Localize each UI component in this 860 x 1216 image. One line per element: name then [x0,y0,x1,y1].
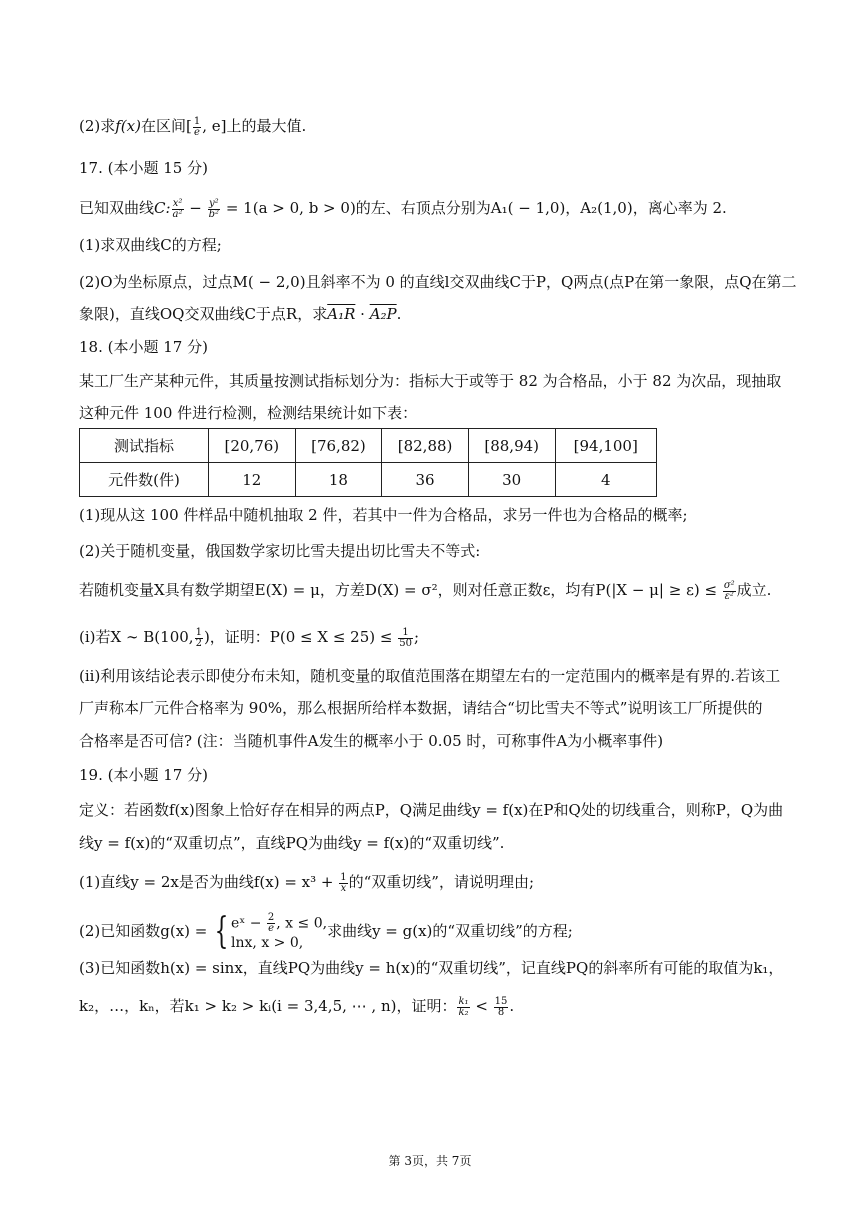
fraction [208,199,220,220]
text: k₂，…，kₙ，若k₁ > k₂ > kᵢ(i = 3,4,5, ⋯ , n)，证明： [79,997,457,1015]
text: (i)若X ∼ B(100, [79,628,194,646]
page-footer: 第 3页，共 7页 [388,1154,472,1168]
text: 成立. [736,581,772,599]
text: . [396,305,402,323]
q19-def-line2: 线y = f(x)的“双重切点”，直线PQ为曲线y = f(x)的“双重切线”. [79,834,505,852]
numerator: σ² [723,579,735,591]
q18-chebyshev [79,580,771,602]
q16-part2 [79,116,306,138]
denominator: 2 [195,637,202,649]
q19-part1 [79,872,534,894]
text: (2)求 [79,117,116,135]
q18-part-i [79,627,419,649]
table-cell: 测试指标 [80,429,209,463]
table-cell: [88,94) [468,429,555,463]
q19-part3-line2 [79,996,514,1018]
q18-part-ii-line3: 合格率是否可信? (注：当随机事件A发生的概率小于 0.05 时，可称事件A为小概率事件) [79,732,664,750]
q17-part1: (1)求双曲线C的方程; [79,236,222,254]
denominator: x [340,882,347,894]
q18-part-ii-line2: 厂声称本厂元件合格率为 90%，那么根据所给样本数据，请结合“切比雪夫不等式”说明该工厂所提供的 [79,699,763,717]
numerator: 1 [340,871,347,883]
text: eˣ − [231,915,266,931]
denominator: 50 [399,637,412,649]
math: C: [154,199,171,217]
q18-part-ii-line1: (ii)利用该结论表示即使分布未知，随机变量的取值范围落在期望左右的一定范围内的概率是有界的.若该工 [79,667,781,685]
q17-part2-line2 [79,304,401,324]
stats-table [79,428,657,497]
piecewise-cases [231,913,327,952]
numerator: x² [172,197,183,209]
table-cell: 12 [209,463,296,497]
denominator: ε² [724,590,734,602]
fraction [339,873,347,894]
q18-intro-line2: 这种元件 100 件进行检测，检测结果统计如下表： [79,404,418,422]
vector: A₂P [369,305,397,323]
fraction [195,628,203,649]
q19-def-line1: 定义：若函数f(x)图象上恰好存在相异的两点P，Q满足曲线y = f(x)在P和Q处的切线重合，则称P，Q为曲 [79,801,784,819]
table-cell: [20,76) [209,429,296,463]
numerator: 1 [398,628,413,639]
math: f(x) [115,117,141,135]
text: (1)直线y = 2x是否为曲线f(x) = x³ + [79,873,339,891]
q18-part1: (1)现从这 100 件样品中随机抽取 2 件，若其中一件为合格品，求另一件也为合格品的概率; [79,506,688,524]
text: (2)已知函数g(x) = [79,922,213,940]
text: = 1(a > 0, b > 0)的左、右顶点分别为A₁( − 1,0)，A₂(1,0)，离心率为 2. [221,199,727,217]
numerator: 1 [195,626,202,638]
text: , x ≤ 0, [276,915,328,931]
text: 已知双曲线 [79,199,155,217]
text: 的“双重切线”，请说明理由; [348,873,535,891]
fraction [193,117,201,138]
q19-heading: 19. (本小题 17 分) [79,766,208,784]
denominator: e [194,126,200,138]
text: · [355,305,370,323]
denominator: a² [172,208,183,220]
fraction [267,913,275,934]
denominator: k₂ [458,1006,469,1018]
table-cell: 36 [382,463,469,497]
q17-part2-line1: (2)O为坐标原点，过点M( − 2,0)且斜率不为 0 的直线l交双曲线C于P，Q两点(点P在第一象限，点Q在第二 [79,273,797,291]
table-cell: 元件数(件) [80,463,209,497]
text: . [509,997,515,1015]
numerator: 1 [193,115,201,127]
brace: { [214,911,229,952]
table-cell: 30 [468,463,555,497]
text: 在区间[ [140,117,192,135]
fraction [172,199,184,220]
table-cell: [76,82) [295,429,382,463]
vector: A₁R [327,305,356,323]
q18-intro-line1: 某工厂生产某种元件，其质量按测试指标划分为：指标大于或等于 82 为合格品，小于 82 为次品，现抽取 [79,372,782,390]
case-1 [231,913,327,934]
q18-heading: 18. (本小题 17 分) [79,338,208,356]
q17-stem: 已知双曲线C: $\frac{\text{x²}}{\text{a²}}$ − $\frac{\text{y²}}{\text{b²}}$ = 1(a > 0, b > 0)的左、右顶点分别为A₁( − 1,0)，A₂(1,0)，离心率为 2. [79,197,727,220]
text: 求曲线y = g(x)的“双重切线”的方程; [327,922,573,940]
text: , e]上的最大值. [202,117,307,135]
fraction [723,581,736,602]
q18-part2: (2)关于随机变量，俄国数学家切比雪夫提出切比雪夫不等式: [79,542,481,560]
text: < [470,997,493,1015]
case-2: lnx, x > 0, [231,934,304,951]
denominator: 8 [497,1006,505,1018]
table-cell: [94,100] [555,429,657,463]
table-cell: 18 [295,463,382,497]
text: ; [413,628,420,646]
numerator: y² [209,197,219,209]
numerator: 15 [494,995,508,1007]
q19-part3-line1: (3)已知函数h(x) = sinx，直线PQ为曲线y = h(x)的“双重切线”，记直线PQ的斜率所有可能的取值为k₁， [79,959,784,977]
fraction [398,628,413,649]
table-row [80,463,657,497]
table-cell: [82,88) [382,429,469,463]
numerator: k₁ [458,995,469,1007]
table-cell: 4 [555,463,657,497]
q17-heading: 17. (本小题 15 分) [79,159,208,177]
text: 若随机变量X具有数学期望E(X) = μ，方差D(X) = σ²，则对任意正数ε，均有P(|X − μ| ≥ ε) ≤ [79,581,722,599]
text: 象限)，直线OQ交双曲线C于点R，求 [79,305,328,323]
text: )，证明：P(0 ≤ X ≤ 25) ≤ [203,628,398,646]
fraction [457,997,469,1018]
table-row [80,429,657,463]
fraction [494,997,509,1018]
q19-part2 [79,911,573,952]
denominator: e [268,922,275,934]
numerator: 2 [267,911,275,923]
denominator: b² [208,208,220,220]
